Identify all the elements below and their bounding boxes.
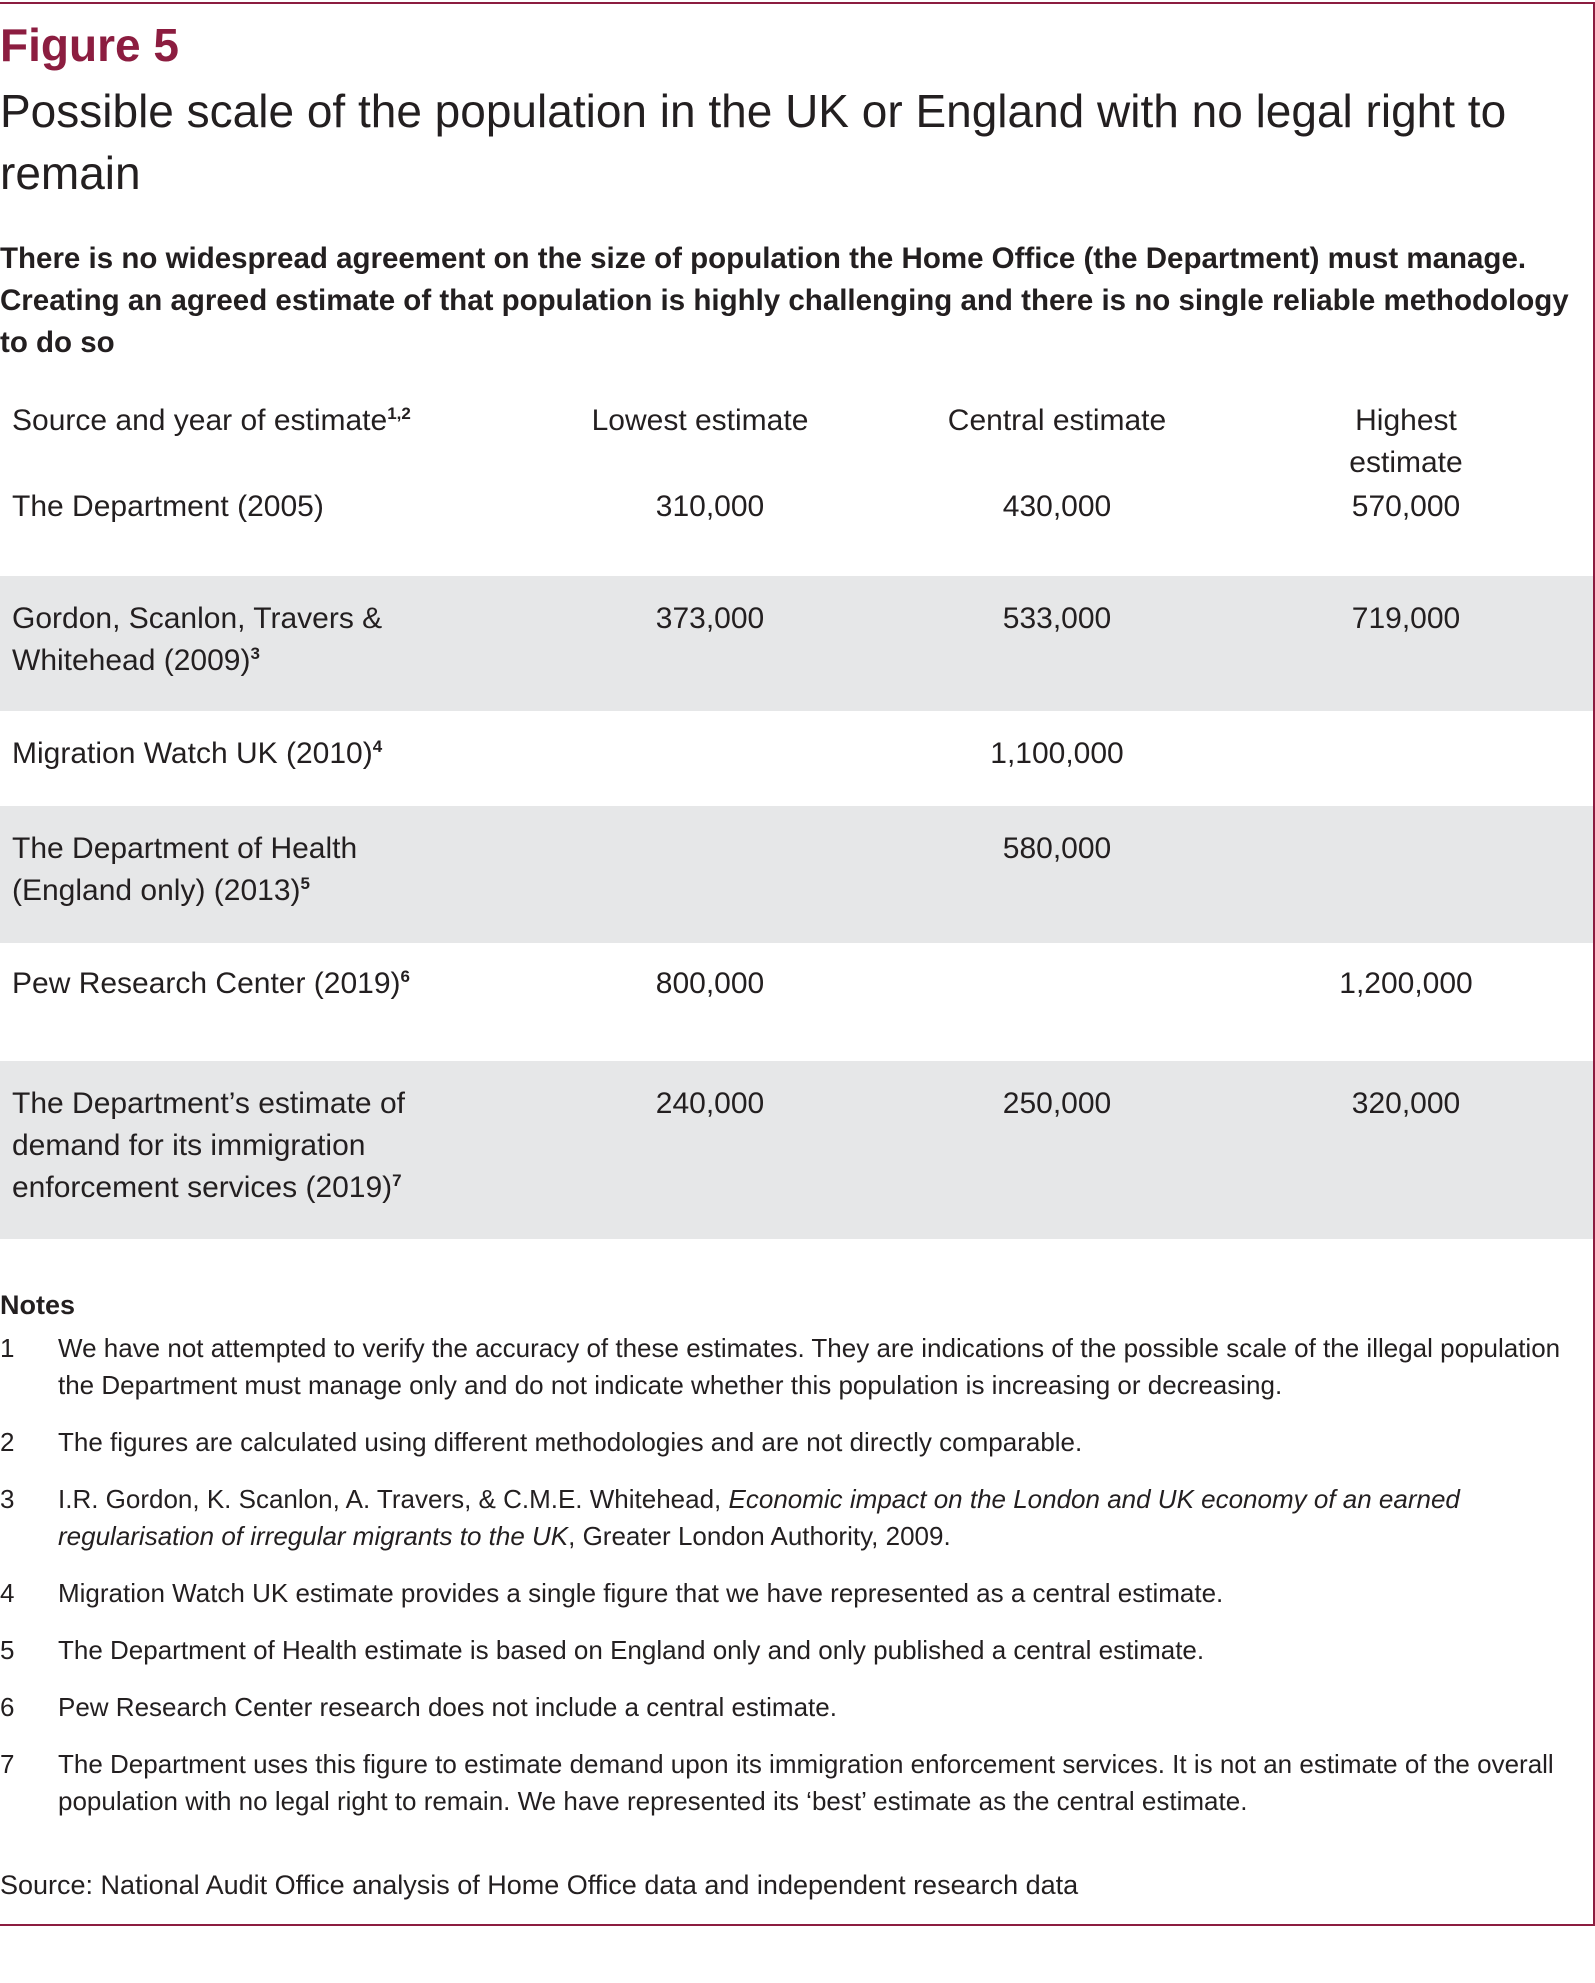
note-text: The Department uses this figure to estimate demand upon its immigration enforcement services. It is not an estimate of the overall population with no legal right to remain. We have represented its ‘best’ estimate as the central estimate. xyxy=(58,1749,1554,1816)
note-item xyxy=(0,1575,1593,1612)
source-line: Source: National Audit Office analysis of Home Office data and independent research data xyxy=(0,1870,1079,1900)
row-highest: 570,000 xyxy=(1351,490,1461,523)
header-highest: Highest estimate xyxy=(1349,404,1463,479)
figure-title: Possible scale of the population in the UK or England with no legal right to remain xyxy=(0,85,1507,199)
note-text xyxy=(58,1481,1593,1555)
figure-summary: There is no widespread agreement on the size of population the Home Office (the Department) must manage. Creating an agreed estimate of that population is highly challenging and there is no single reliable methodology to do so xyxy=(0,242,1569,359)
header-lowest: Lowest estimate xyxy=(591,404,809,437)
note-text: Pew Research Center research does not include a central estimate. xyxy=(58,1692,837,1722)
table-row xyxy=(0,806,1593,943)
row-source-text: Migration Watch UK (2010) xyxy=(12,737,373,770)
header-source-label: Source and year of estimate xyxy=(12,404,388,437)
notes-list xyxy=(0,1330,1593,1820)
row-source xyxy=(0,733,440,806)
row-source xyxy=(0,486,440,576)
note-number: 1 xyxy=(0,1333,15,1363)
row-source xyxy=(0,598,440,711)
note-number: 4 xyxy=(0,1578,15,1608)
header-central: Central estimate xyxy=(947,404,1167,437)
note-text: We have not attempted to verify the accuracy of these estimates. They are indications of the possible scale of the illegal population the Department must manage only and do not indicate whether this population is increasing or decreasing. xyxy=(58,1333,1561,1400)
row-source-note: 5 xyxy=(300,874,310,893)
table-row xyxy=(0,943,1593,1061)
row-lowest: 310,000 xyxy=(655,490,765,523)
table-row xyxy=(0,1061,1593,1239)
row-source-note: 3 xyxy=(250,644,260,663)
figure-label: Figure 5 xyxy=(0,19,179,71)
row-source-text: The Department of Health (England only) (2013) xyxy=(12,832,358,907)
row-source-text: The Department’s estimate of demand for its immigration enforcement services (2019) xyxy=(12,1087,405,1204)
table-row xyxy=(0,711,1593,806)
row-central: 580,000 xyxy=(1002,832,1112,865)
row-highest: 1,200,000 xyxy=(1339,967,1473,1000)
table-row xyxy=(0,486,1593,576)
note-number: 7 xyxy=(0,1749,15,1779)
note-number: 3 xyxy=(0,1484,15,1514)
note-text: The Department of Health estimate is based on England only and only published a central estimate. xyxy=(58,1635,1205,1665)
note-item xyxy=(0,1481,1593,1555)
header-source-note: 1,2 xyxy=(387,404,411,423)
header-source xyxy=(0,400,560,486)
note-item xyxy=(0,1330,1593,1404)
row-source-note: 6 xyxy=(400,967,410,986)
row-source-note: 7 xyxy=(392,1171,402,1190)
row-source xyxy=(0,963,440,1061)
top-rule xyxy=(0,2,1595,4)
note-item xyxy=(0,1424,1593,1461)
row-central: 250,000 xyxy=(1002,1087,1112,1120)
row-highest: 719,000 xyxy=(1351,602,1461,635)
row-central: 533,000 xyxy=(1002,602,1112,635)
row-lowest: 800,000 xyxy=(655,967,765,1000)
note-text: The figures are calculated using different methodologies and are not directly comparable. xyxy=(58,1427,1083,1457)
row-source-text: Pew Research Center (2019) xyxy=(12,967,401,1000)
table-header-row xyxy=(0,400,1593,486)
note-number: 5 xyxy=(0,1635,15,1665)
table-row xyxy=(0,576,1593,711)
table-body xyxy=(0,486,1593,1239)
note-text-italic: Economic impact on the London and UK economy of an earned regularisation of irregular migrants to the UK xyxy=(58,1484,1460,1551)
row-source-text: The Department (2005) xyxy=(12,490,324,523)
note-text: Migration Watch UK estimate provides a single figure that we have represented as a central estimate. xyxy=(58,1578,1224,1608)
note-number: 6 xyxy=(0,1692,15,1722)
bottom-rule xyxy=(0,1924,1595,1926)
note-text-part: , Greater London Authority, 2009. xyxy=(568,1521,951,1551)
row-lowest: 373,000 xyxy=(655,602,765,635)
row-source-note: 4 xyxy=(372,737,383,756)
row-source-text: Gordon, Scanlon, Travers & Whitehead (2009) xyxy=(12,602,383,677)
row-source xyxy=(0,1083,470,1239)
note-text-part: I.R. Gordon, K. Scanlon, A. Travers, & C.M.E. Whitehead, xyxy=(58,1484,729,1514)
row-highest: 320,000 xyxy=(1351,1087,1461,1120)
notes-title: Notes xyxy=(0,1290,76,1320)
note-number: 2 xyxy=(0,1427,15,1457)
note-item xyxy=(0,1746,1593,1820)
estimates-table xyxy=(0,400,1593,1239)
row-lowest: 240,000 xyxy=(655,1087,765,1120)
row-central: 1,100,000 xyxy=(990,737,1124,770)
note-item xyxy=(0,1689,1593,1726)
row-source xyxy=(0,828,440,943)
row-central: 430,000 xyxy=(1002,490,1112,523)
note-item xyxy=(0,1632,1593,1669)
